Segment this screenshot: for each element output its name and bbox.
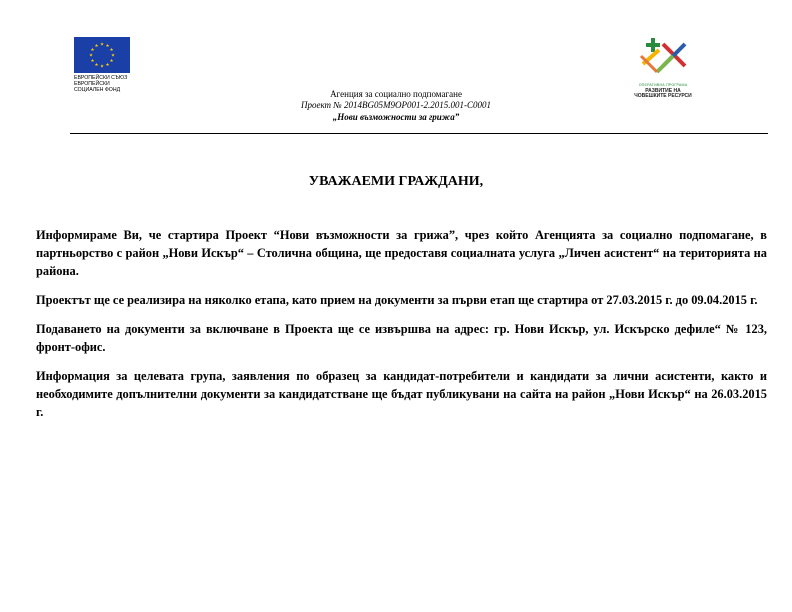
agency-name: Агенция за социално подпомагане [330,89,462,99]
project-header [0,89,792,123]
paragraph-schedule: Проектът ще се реализира на няколко етапа, като прием на документи за първи етап ще стартира от 27.03.2015 г. до 09.04.2015 г. [36,293,758,307]
eu-star-icon: ★ [109,47,114,53]
paragraph-intro: Информираме Ви, че стартира Проект “Нови възможности за грижа”, чрез който Агенцията за социално подпомагане, в партньорство с район „Нови Искър“ – Столична община, ще предоставя социалната услуга „Личен асистент“ на територията на района. [36,228,767,278]
op-logo: ОПЕРАТИВНА ПРОГРАМА РАЗВИТИЕ НА ЧОВЕШКИТЕ РЕСУРСИ [628,38,698,100]
project-number: Проект № 2014BG05M9OP001-2.2015.001-C0001 [300,100,492,110]
eu-star-icon: ★ [105,62,110,68]
page-title: УВАЖАЕМИ ГРАЖДАНИ, [308,174,484,189]
eu-star-icon: ★ [94,62,99,68]
paragraph-information: Информация за целевата група, заявления по образец за кандидат-потребители и кандидати за лични асистенти, както и необходимите допълнителни документи за кандидатстване ще бъдат публикувани на сайта на район „Нови Искър“ на 26.03.2015 г. [36,369,767,419]
project-name: „Нови възможности за грижа” [332,112,460,122]
eu-star-icon: ★ [88,52,94,58]
paragraph-address: Подаването на документи за включване в Проекта ще се извършва на адрес: гр. Нови Искър, ул. Искърско дефиле“ № 123, фронт-офис. [36,322,767,354]
document-body [36,226,767,432]
eu-star-icon: ★ [94,43,99,49]
eu-star-icon: ★ [99,63,105,69]
eu-star-icon: ★ [109,58,114,64]
eu-star-icon: ★ [99,41,105,47]
eu-logo [74,37,144,93]
eu-logo-text: ЕВРОПЕЙСКИ СЪЮЗ ЕВРОПЕЙСКИ СОЦИАЛЕН ФОНД [74,75,128,93]
header-divider [70,133,768,134]
eu-star-icon: ★ [105,43,110,49]
eu-star-icon: ★ [90,47,95,53]
eu-star-icon: ★ [90,58,95,64]
op-emblem-icon [633,38,693,78]
eu-flag-icon [74,37,130,73]
eu-star-icon: ★ [110,52,116,58]
